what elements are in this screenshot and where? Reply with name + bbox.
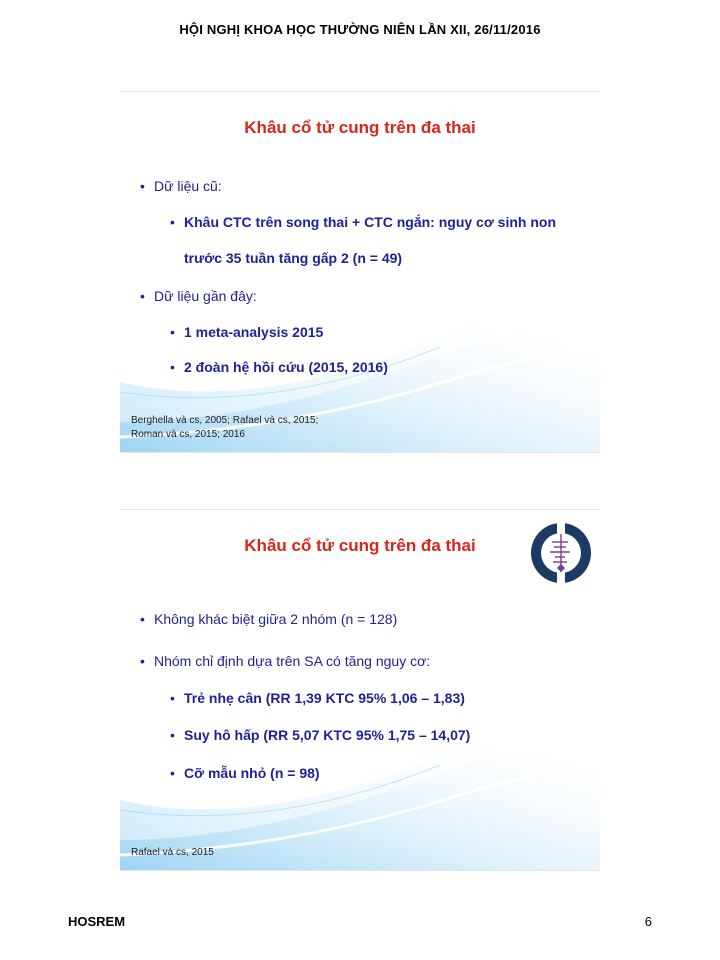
footer-organization: HOSREM [68,914,126,929]
list-item: • Suy hô hấp (RR 5,07 KTC 95% 1,75 – 14,07) [170,717,470,753]
bullet-dot-icon: • [140,653,145,669]
slide-2 [120,509,600,871]
bullet-dot-icon: • [170,359,175,375]
list-item: • Nhóm chỉ định dựa trên SA có tăng nguy cơ: [140,643,430,679]
bullet-dot-icon: • [140,288,145,304]
page-number: 6 [644,914,652,929]
bullet-dot-icon: • [170,765,175,781]
list-item: • Dữ liệu gần đây: [140,278,257,314]
list-item: • 1 meta-analysis 2015 [170,314,323,350]
page-header: HỘI NGHỊ KHOA HỌC THƯỜNG NIÊN LẦN XII, 26/11/2016 [179,22,541,37]
slide-1 [120,91,600,453]
list-item: • Không khác biệt giữa 2 nhóm (n = 128) [140,601,397,637]
slide-title: Khâu cổ tử cung trên đa thai [244,536,476,555]
bullet-dot-icon: • [140,611,145,627]
bullet-dot-icon: • [170,727,175,743]
list-item: • Trẻ nhẹ cân (RR 1,39 KTC 95% 1,06 – 1,83) [170,680,465,716]
bullet-dot-icon: • [170,690,175,706]
list-item: • 2 đoàn hệ hồi cứu (2015, 2016) [170,349,388,385]
list-item: • Dữ liệu cũ: [140,168,222,204]
slide-reference: Berghella và cs, 2005; Rafael và cs, 2015; Roman và cs, 2015; 2016 [131,415,319,440]
bullet-dot-icon: • [170,324,175,340]
list-item: • Khâu CTC trên song thai + CTC ngắn: nguy cơ sinh non trước 35 tuần tăng gấp 2 (n = 49) [170,204,556,276]
bullet-dot-icon: • [170,214,175,230]
cochrane-logo-icon [528,520,594,586]
list-item: • Cỡ mẫu nhỏ (n = 98) [170,755,320,791]
bullet-dot-icon: • [140,178,145,194]
slide-reference: Rafael và cs, 2015 [131,847,214,858]
slide-title: Khâu cổ tử cung trên đa thai [244,118,476,137]
